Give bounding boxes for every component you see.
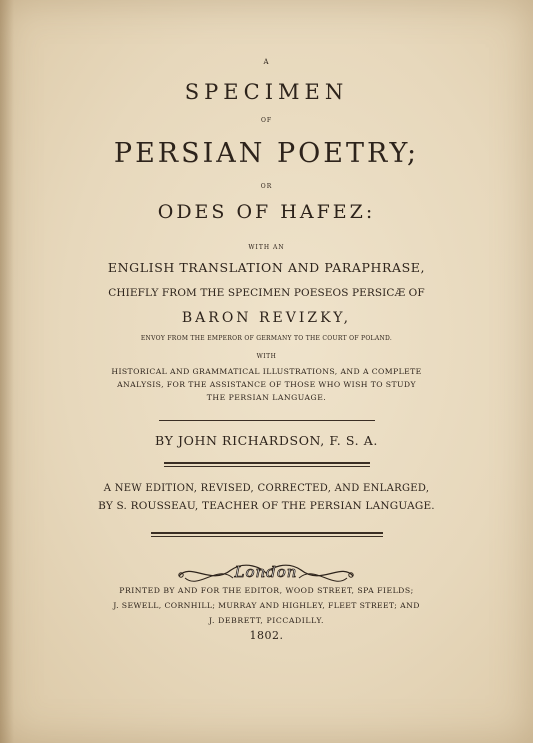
translation-line: ENGLISH TRANSLATION AND PARAPHRASE, [107, 260, 426, 275]
illustrations-line-3: THE PERSIAN LANGUAGE. [206, 393, 327, 402]
edition-line-2: BY S. ROUSSEAU, TEACHER OF THE PERSIAN LANGUAGE. [98, 500, 435, 512]
edition-line-1: A NEW EDITION, REVISED, CORRECTED, AND ENLARGED, [103, 483, 430, 494]
illustrations-line-2: ANALYSIS, FOR THE ASSISTANCE OF THOSE WHO WISH TO STUDY [117, 380, 416, 389]
baron-line: BARON REVIZKY, [181, 310, 352, 326]
title-article: A [263, 58, 270, 66]
rule-1 [159, 420, 375, 421]
envoy-line: ENVOY FROM THE EMPEROR OF GERMANY TO THE COURT OF POLAND. [140, 335, 393, 342]
title-or: OR [260, 183, 273, 190]
title-of: OF [260, 117, 273, 124]
author-line: BY JOHN RICHARDSON, F. S. A. [155, 433, 378, 448]
year-line: 1802. [249, 629, 284, 642]
illustrations-line-1: HISTORICAL AND GRAMMATICAL ILLUSTRATIONS, AND A COMPLETE [111, 367, 422, 376]
rule-2 [164, 462, 370, 467]
subtitle-odes: ODES OF HAFEZ: [157, 201, 376, 223]
ornament-text: London [234, 563, 298, 581]
chiefly-line: CHIEFLY FROM THE SPECIMEN POESEOS PERSICÆ OF [108, 287, 425, 299]
printed-line-2: J. SEWELL, CORNHILL; MURRAY AND HIGHLEY, FLEET STREET; AND [113, 601, 420, 610]
printed-line-3: J. DEBRETT, PICCADILLY. [208, 616, 325, 625]
with-an: WITH AN [248, 244, 285, 251]
printed-line-1: PRINTED BY AND FOR THE EDITOR, WOOD STREET, SPA FIELDS; [119, 586, 414, 595]
main-title: PERSIAN POETRY; [113, 138, 420, 169]
london-ornament [171, 556, 361, 590]
rule-3 [151, 532, 383, 537]
with-line: WITH [256, 353, 277, 360]
title-specimen: SPECIMEN [184, 80, 349, 104]
